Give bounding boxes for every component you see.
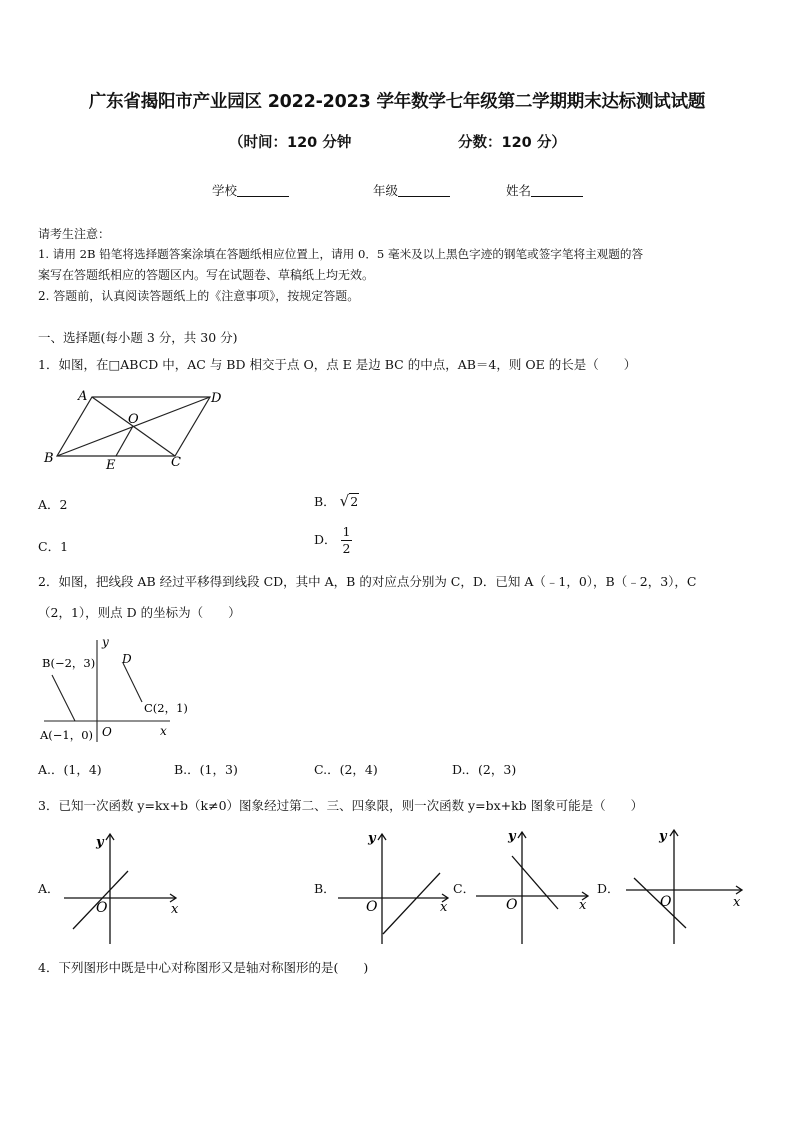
q4-text: 4．下列图形中既是中心对称图形又是轴对称图形的是( )	[38, 960, 369, 975]
point-b-label: B(−2，3)	[42, 656, 96, 670]
segment-cd	[123, 663, 142, 702]
y-label: y	[508, 829, 516, 844]
notice-line-1a: 1. 请用 2B 铅笔将选择题答案涂填在答题纸相应位置上，请用 0．5 毫米及以上黑色字迹的钢笔或签字笔将主观题的答	[38, 247, 644, 261]
label-b: B	[44, 451, 54, 466]
q3-option-d[interactable]: D．	[597, 881, 620, 896]
name-label: 姓名	[506, 183, 532, 198]
x-label: x	[440, 900, 448, 915]
o-label: O	[506, 897, 518, 913]
notice-heading: 请考生注意：	[38, 227, 111, 241]
label-a: A	[78, 389, 88, 404]
label-d: D	[211, 391, 222, 406]
segment-ab	[52, 675, 75, 721]
q2-option-d[interactable]: D.．(2，3)	[452, 762, 517, 777]
x-axis-label: x	[160, 724, 167, 738]
sqrt-sign: √	[339, 492, 350, 510]
y-axis-label: y	[102, 635, 109, 649]
q2-option-c[interactable]: C.．(2，4)	[314, 762, 378, 777]
o-label: O	[366, 899, 378, 915]
school-field[interactable]	[212, 181, 289, 199]
label-c: C	[171, 455, 181, 470]
q3-graph-d[interactable]	[624, 826, 746, 946]
q3-option-a[interactable]: A．	[38, 881, 60, 896]
point-a-label: A(−1，0)	[40, 728, 94, 742]
section-heading: 一、选择题(每小题 3 分，共 30 分)	[38, 330, 238, 345]
q2-coordinate-figure	[38, 632, 198, 744]
q1-option-b-prefix: B．	[314, 494, 336, 509]
notice-line-1b: 案写在答题纸相应的答题区内。写在试题卷、草稿纸上均无效。	[38, 268, 375, 282]
q2-option-a[interactable]: A.．(1，4)	[38, 762, 102, 777]
o-label: O	[96, 900, 108, 916]
q1-option-b[interactable]	[314, 492, 359, 510]
x-label: x	[579, 898, 587, 913]
fraction-one-half: $\frac{1}{2}$	[342, 524, 351, 556]
grade-field[interactable]	[373, 181, 450, 199]
q2-line-1: 2．如图，把线段 AB 经过平移得到线段 CD，其中 A，B 的对应点分别为 C，D．已知 A（﹣1，0），B（﹣2，3），C	[38, 574, 697, 589]
name-field[interactable]	[506, 181, 583, 199]
q1-option-d-prefix: D．	[314, 532, 337, 547]
q1-text: 1．如图，在□ABCD 中，AC 与 BD 相交于点 O，点 E 是边 BC 的中点，AB＝4，则 OE 的长是（ ）	[38, 357, 637, 372]
y-label: y	[659, 829, 667, 844]
q1-option-a[interactable]: A．2	[38, 497, 68, 512]
q3-option-c[interactable]: C．	[453, 881, 476, 896]
exam-title: 广东省揭阳市产业园区 2022-2023 学年数学七年级第二学期期末达标测试试题	[88, 92, 706, 112]
notice-line-2: 2. 答题前，认真阅读答题纸上的《注意事项》，按规定答题。	[38, 289, 360, 303]
q1-option-b-radicand: 2	[350, 494, 359, 509]
grade-blank[interactable]	[398, 183, 450, 197]
label-o: O	[128, 412, 139, 427]
exam-time: （时间：120 分钟	[229, 135, 352, 151]
q1-option-d[interactable]	[314, 524, 352, 557]
school-blank[interactable]	[237, 183, 289, 197]
q1-parallelogram-figure	[40, 385, 240, 475]
school-label: 学校	[212, 183, 238, 198]
grade-label: 年级	[373, 183, 399, 198]
label-e: E	[106, 458, 116, 473]
y-label: y	[368, 831, 376, 846]
q3-graph-a[interactable]	[62, 826, 184, 946]
q1-option-c[interactable]: C．1	[38, 539, 69, 554]
q3-graph-c[interactable]	[474, 826, 592, 946]
q2-option-b[interactable]: B.．(1，3)	[174, 762, 238, 777]
function-line	[383, 873, 440, 934]
q2-line-2: （2，1），则点 D 的坐标为（ ）	[38, 605, 241, 620]
q3-option-b[interactable]: B．	[314, 881, 336, 896]
q3-graph-b[interactable]	[336, 826, 452, 946]
q3-text: 3．已知一次函数 y=kx+b（k≠0）图象经过第二、三、四象限，则一次函数 y=bx+kb 图象可能是（ ）	[38, 798, 644, 813]
origin-label: O	[102, 725, 112, 739]
point-c-label: C(2，1)	[144, 701, 188, 715]
y-label: y	[96, 835, 104, 850]
function-line	[512, 856, 558, 909]
point-d-label: D	[122, 652, 132, 666]
x-label: x	[171, 902, 179, 917]
exam-score: 分数：120 分）	[458, 135, 566, 151]
o-label: O	[660, 894, 672, 910]
x-label: x	[733, 895, 741, 910]
name-blank[interactable]	[531, 183, 583, 197]
